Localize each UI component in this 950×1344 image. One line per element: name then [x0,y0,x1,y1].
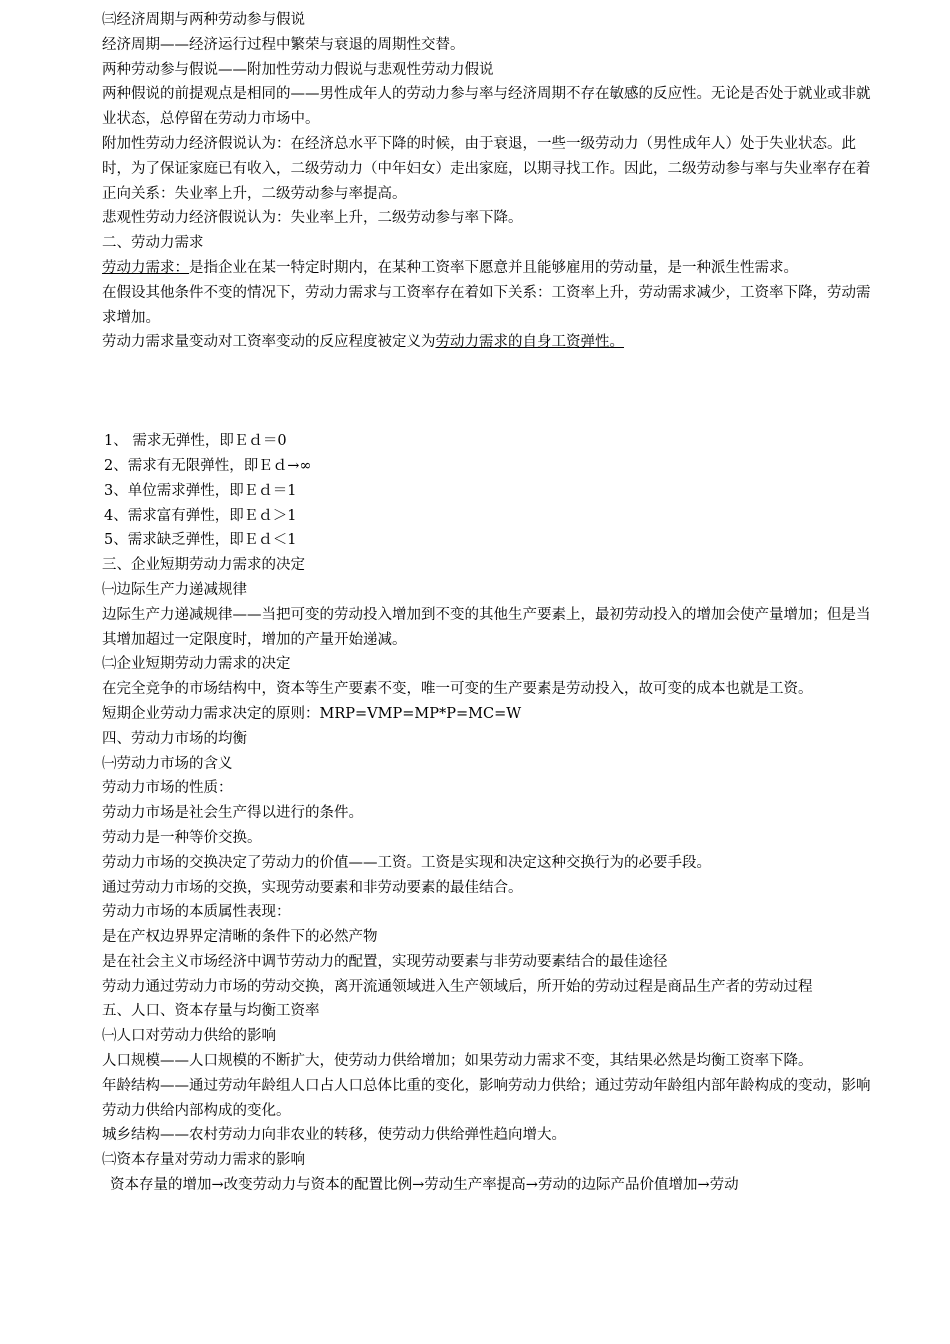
subsection-heading: ㈠人口对劳动力供给的影响 [102,1028,276,1045]
paragraph: 是在产权边界界定清晰的条件下的必然产物 [102,929,378,946]
list-item: 4、需求富有弹性，即Ｅｄ＞1 [104,507,297,524]
paragraph: 劳动力通过劳动力市场的劳动交换，离开流通领域进入生产领域后，所开始的劳动过程是商品生产者的劳动过程 [102,978,813,995]
paragraph: 在假设其他条件不变的情况下，劳动力需求与工资率存在着如下关系：工资率上升，劳动需求减少，工资率下降，劳动需求增加。 [102,284,871,326]
document-page [102,8,877,1198]
blank-space [102,355,877,429]
subsection-heading: ㈡资本存量对劳动力需求的影响 [102,1152,305,1169]
underlined-term: 劳动力需求的自身工资弹性。 [435,334,624,351]
paragraph: 通过劳动力市场的交换，实现劳动要素和非劳动要素的最佳结合。 [102,879,523,896]
paragraph: 劳动力市场的性质： [102,780,233,797]
paragraph: 在完全竞争的市场结构中，资本等生产要素不变，唯一可变的生产要素是劳动投入，故可变的成本也就是工资。 [102,681,813,698]
definition-term: 劳动力需求： [102,259,189,276]
list-item: 5、需求缺乏弹性，即Ｅｄ＜1 [104,532,297,549]
subsection-heading: ㈡企业短期劳动力需求的决定 [102,656,291,673]
formula-paragraph: 短期企业劳动力需求决定的原则：MRP=VMP=MP*P=MC=W [102,705,522,722]
paragraph: 劳动力是一种等价交换。 [102,829,262,846]
subsection-heading: ㈠劳动力市场的含义 [102,755,233,772]
list-item: 2、需求有无限弹性，即Ｅｄ→∞ [104,457,312,474]
paragraph: 附加性劳动力经济假说认为：在经济总水平下降的时候，由于衰退，一些一级劳动力（男性成年人）处于失业状态。此时，为了保证家庭已有收入，二级劳动力（中年妇女）走出家庭，以期寻找工作。因此，二级劳动参与率与失业率存在着正向关系：失业率上升，二级劳动参与率提高。 [102,135,871,202]
list-item: 1、 需求无弹性，即Ｅｄ＝0 [104,433,287,450]
paragraph: 经济周期——经济运行过程中繁荣与衰退的周期性交替。 [102,36,465,53]
paragraph: 资本存量的增加→改变劳动力与资本的配置比例→劳动生产率提高→劳动的边际产品价值增加→劳动 [110,1177,739,1194]
section-heading: 三、企业短期劳动力需求的决定 [102,557,305,574]
paragraph [102,330,877,355]
section-heading: ㈢经济周期与两种劳动参与假说 [102,12,305,28]
paragraph-text: 劳动力需求量变动对工资率变动的反应程度被定义为 [102,334,436,351]
paragraph: 城乡结构——农村劳动力向非农业的转移，使劳动力供给弹性趋向增大。 [102,1127,566,1144]
paragraph: 悲观性劳动力经济假说认为：失业率上升，二级劳动参与率下降。 [102,210,523,227]
paragraph: 劳动力市场的本质属性表现： [102,904,291,921]
subsection-heading: ㈠边际生产力递减规律 [102,581,247,598]
list-item: 3、单位需求弹性，即Ｅｄ＝1 [104,482,297,499]
paragraph: 劳动力市场是社会生产得以进行的条件。 [102,805,363,822]
paragraph: 两种假说的前提观点是相同的——男性成年人的劳动力参与率与经济周期不存在敏感的反应性。无论是否处于就业或非就业状态，总停留在劳动力市场中。 [102,86,871,128]
paragraph: 是在社会主义市场经济中调节劳动力的配置，实现劳动要素与非劳动要素结合的最佳途径 [102,953,668,970]
paragraph: 年龄结构——通过劳动年龄组人口占人口总体比重的变化，影响劳动力供给；通过劳动年龄组内部年龄构成的变动，影响劳动力供给内部构成的变化。 [102,1077,871,1119]
paragraph: 边际生产力递减规律——当把可变的劳动投入增加到不变的其他生产要素上，最初劳动投入的增加会使产量增加；但是当其增加超过一定限度时，增加的产量开始递减。 [102,606,871,648]
section-heading: 四、劳动力市场的均衡 [102,730,247,747]
definition-text: 是指企业在某一特定时期内，在某种工资率下愿意并且能够雇用的劳动量，是一种派生性需求。 [189,259,798,276]
definition-paragraph [102,256,877,281]
section-heading: 二、劳动力需求 [102,235,204,252]
paragraph: 劳动力市场的交换决定了劳动力的价值——工资。工资是实现和决定这种交换行为的必要手段。 [102,854,711,871]
section-heading: 五、人口、资本存量与均衡工资率 [102,1003,320,1020]
paragraph: 人口规模——人口规模的不断扩大，使劳动力供给增加；如果劳动力需求不变，其结果必然是均衡工资率下降。 [102,1053,813,1070]
paragraph: 两种劳动参与假说——附加性劳动力假说与悲观性劳动力假说 [102,61,494,78]
